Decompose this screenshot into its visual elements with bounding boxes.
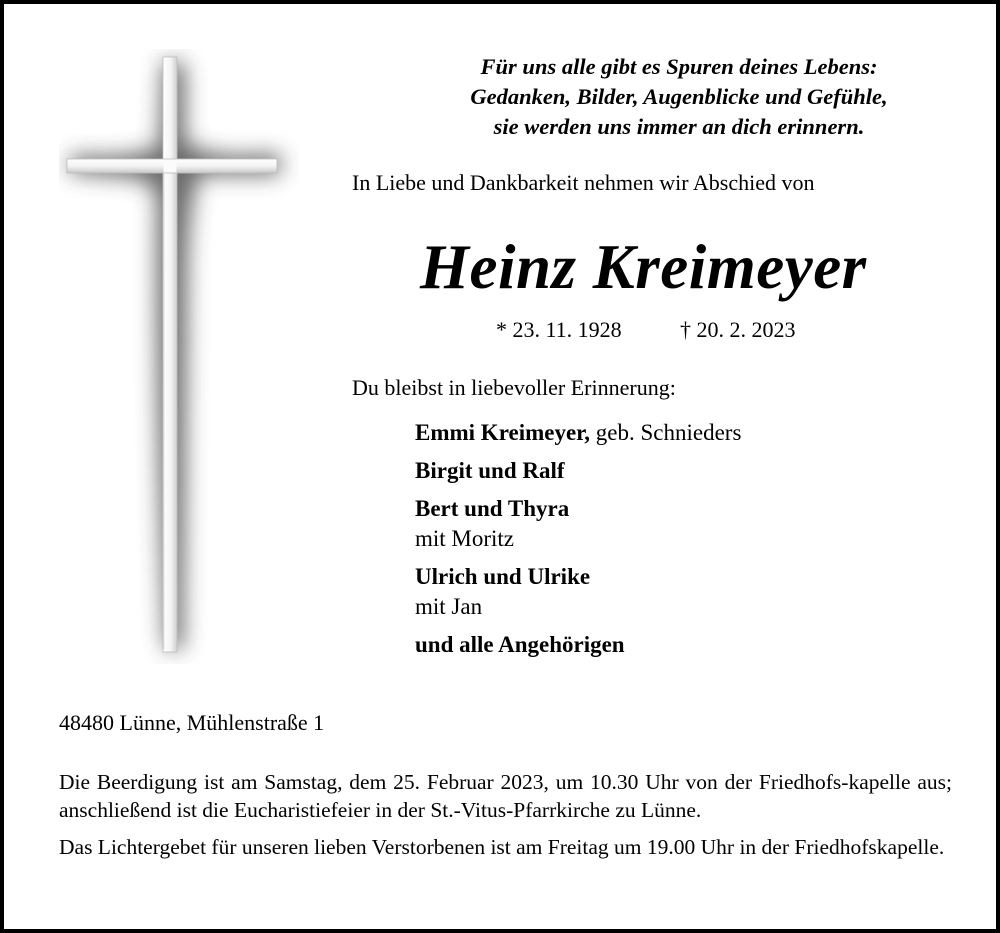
death-date: † 20. 2. 2023 [680, 317, 796, 342]
latin-cross-icon [59, 49, 299, 664]
mourner-entry [415, 420, 741, 458]
deceased-name: Heinz Kreimeyer [420, 232, 867, 302]
mourner-name: Birgit und Ralf [415, 458, 565, 483]
remembrance-line: Du bleibst in liebevoller Erinnerung: [352, 375, 676, 400]
mourner-name: Emmi Kreimeyer, [415, 420, 591, 445]
family-address: 48480 Lünne, Mühlenstraße 1 [59, 710, 325, 735]
motto-line: sie werden uns immer an dich erinnern. [493, 114, 865, 139]
mourner-name: Bert und Thyra [415, 496, 570, 521]
mourner-sub: mit Moritz [415, 526, 515, 551]
farewell-intro: In Liebe und Dankbarkeit nehmen wir Abschied von [352, 170, 815, 195]
mourner-name: und alle Angehörigen [415, 632, 625, 657]
mourner-name: Ulrich und Ulrike [415, 564, 591, 589]
motto-line: Gedanken, Bilder, Augenblicke und Gefühle, [470, 84, 888, 109]
birth-date: * 23. 11. 1928 [496, 317, 622, 342]
mourner-sub: mit Jan [415, 594, 483, 619]
prayer-notice: Das Lichtergebet für unseren lieben Verstorbenen ist am Freitag um 19.00 Uhr in der Friedhofskapelle. [59, 835, 945, 859]
mourner-maiden-name: geb. Schnieders [590, 420, 742, 445]
mourners-list [415, 420, 741, 662]
motto-verse [384, 52, 974, 142]
motto-line: Für uns alle gibt es Spuren deines Lebens: [480, 54, 878, 79]
funeral-notice: Die Beerdigung ist am Samstag, dem 25. Februar 2023, um 10.30 Uhr von der Friedhofs-kapelle aus; anschließend ist die Eucharistiefeier in der St.-Vitus-Pfarrkirche zu Lünne. [59, 770, 952, 822]
